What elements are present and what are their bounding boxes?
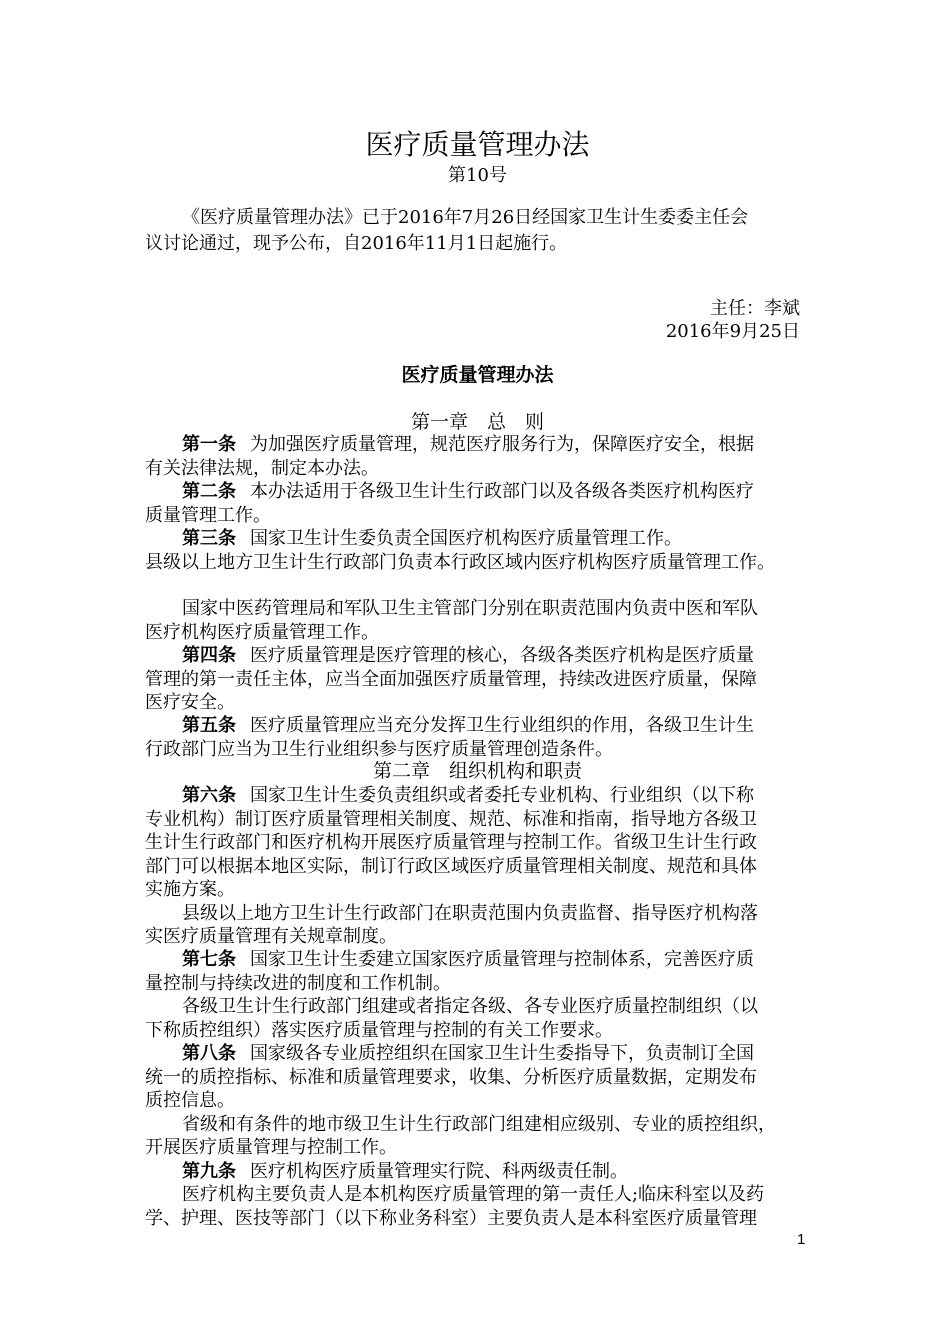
article-text: 医疗机构主要负责人是本机构医疗质量管理的第一责任人;临床科室以及药 bbox=[182, 1184, 765, 1205]
page-number: 1 bbox=[797, 1231, 806, 1248]
article-text: 国家卫生计生委负责组织或者委托专业机构、行业组织（以下称 bbox=[250, 785, 754, 806]
article-1 bbox=[182, 433, 754, 457]
article-text: 统一的质控指标、标准和质量管理要求，收集、分析医疗质量数据，定期发布 bbox=[145, 1067, 757, 1088]
article-text: 有关法律法规，制定本办法。 bbox=[145, 458, 379, 479]
article-text: 实医疗质量管理有关规章制度。 bbox=[145, 926, 397, 947]
announcement-line-1: 《医疗质量管理办法》已于2016年7月26日经国家卫生计生委委主任会 bbox=[182, 207, 749, 228]
article-text: 医疗质量管理是医疗管理的核心，各级各类医疗机构是医疗质量 bbox=[250, 645, 754, 666]
order-number: 第10号 bbox=[448, 165, 507, 186]
signature-director: 主任：李斌 bbox=[710, 298, 800, 319]
article-label: 第四条 bbox=[182, 645, 236, 666]
signature-date: 2016年9月25日 bbox=[665, 321, 800, 342]
article-label: 第六条 bbox=[182, 785, 236, 806]
article-text: 国家卫生计生委负责全国医疗机构医疗质量管理工作。 bbox=[250, 528, 682, 549]
article-text: 医疗质量管理应当充分发挥卫生行业组织的作用，各级卫生计生 bbox=[250, 715, 754, 736]
article-text: 县级以上地方卫生计生行政部门负责本行政区域内医疗机构医疗质量管理工作。 bbox=[145, 552, 775, 573]
chapter-1-heading: 第一章 总 则 bbox=[410, 411, 544, 433]
article-text: 国家中医药管理局和军队卫生主管部门分别在职责范围内负责中医和军队 bbox=[182, 598, 758, 619]
article-9 bbox=[182, 1160, 628, 1184]
article-text: 行政部门应当为卫生行业组织参与医疗质量管理创造条件。 bbox=[145, 739, 613, 760]
article-text: 县级以上地方卫生计生行政部门在职责范围内负责监督、指导医疗机构落 bbox=[182, 903, 758, 924]
article-text: 本办法适用于各级卫生计生行政部门以及各级各类医疗机构医疗 bbox=[250, 481, 754, 502]
article-text: 专业机构）制订医疗质量管理相关制度、规范、标准和指南，指导地方各级卫 bbox=[145, 809, 757, 830]
article-text: 医疗机构医疗质量管理工作。 bbox=[145, 622, 379, 643]
article-2 bbox=[182, 480, 754, 504]
article-label: 第二条 bbox=[182, 481, 236, 502]
article-label: 第三条 bbox=[182, 528, 236, 549]
article-8 bbox=[182, 1042, 754, 1066]
article-text: 国家级各专业质控组织在国家卫生计生委指导下，负责制订全国 bbox=[250, 1043, 754, 1064]
article-text: 下称质控组织）落实医疗质量管理与控制的有关工作要求。 bbox=[145, 1020, 613, 1041]
article-text: 为加强医疗质量管理，规范医疗服务行为，保障医疗安全，根据 bbox=[250, 434, 754, 455]
article-text: 质量管理工作。 bbox=[145, 505, 271, 526]
article-text: 国家卫生计生委建立国家医疗质量管理与控制体系，完善医疗质 bbox=[250, 949, 754, 970]
announcement-line-2: 议讨论通过，现予公布，自2016年11月1日起施行。 bbox=[145, 233, 568, 254]
article-7 bbox=[182, 948, 754, 972]
article-6 bbox=[182, 784, 754, 808]
article-text: 管理的第一责任主体，应当全面加强医疗质量管理，持续改进医疗质量，保障 bbox=[145, 669, 757, 690]
article-label: 第一条 bbox=[182, 434, 236, 455]
article-3 bbox=[182, 527, 682, 551]
article-text: 质控信息。 bbox=[145, 1090, 235, 1111]
article-text: 实施方案。 bbox=[145, 879, 235, 900]
chapter-2-heading: 第二章 组织机构和职责 bbox=[372, 760, 582, 782]
article-text: 部门可以根据本地区实际，制订行政区域医疗质量管理相关制度、规范和具体 bbox=[145, 856, 757, 877]
article-text: 学、护理、医技等部门（以下称业务科室）主要负责人是本科室医疗质量管理 bbox=[145, 1208, 757, 1229]
article-text: 生计生行政部门和医疗机构开展医疗质量管理与控制工作。省级卫生计生行政 bbox=[145, 832, 757, 853]
article-text: 量控制与持续改进的制度和工作机制。 bbox=[145, 973, 451, 994]
article-text: 医疗机构医疗质量管理实行院、科两级责任制。 bbox=[250, 1161, 628, 1182]
article-5 bbox=[182, 714, 754, 738]
article-label: 第九条 bbox=[182, 1161, 236, 1182]
article-text: 省级和有条件的地市级卫生计生行政部门组建相应级别、专业的质控组织， bbox=[182, 1114, 776, 1135]
article-text: 各级卫生计生行政部门组建或者指定各级、各专业医疗质量控制组织（以 bbox=[182, 996, 758, 1017]
article-label: 第八条 bbox=[182, 1043, 236, 1064]
article-text: 医疗安全。 bbox=[145, 692, 235, 713]
article-4 bbox=[182, 644, 754, 668]
article-label: 第七条 bbox=[182, 949, 236, 970]
document-title: 医疗质量管理办法 bbox=[401, 364, 554, 386]
page-title: 医疗质量管理办法 bbox=[365, 128, 590, 161]
article-text: 开展医疗质量管理与控制工作。 bbox=[145, 1137, 397, 1158]
article-label: 第五条 bbox=[182, 715, 236, 736]
